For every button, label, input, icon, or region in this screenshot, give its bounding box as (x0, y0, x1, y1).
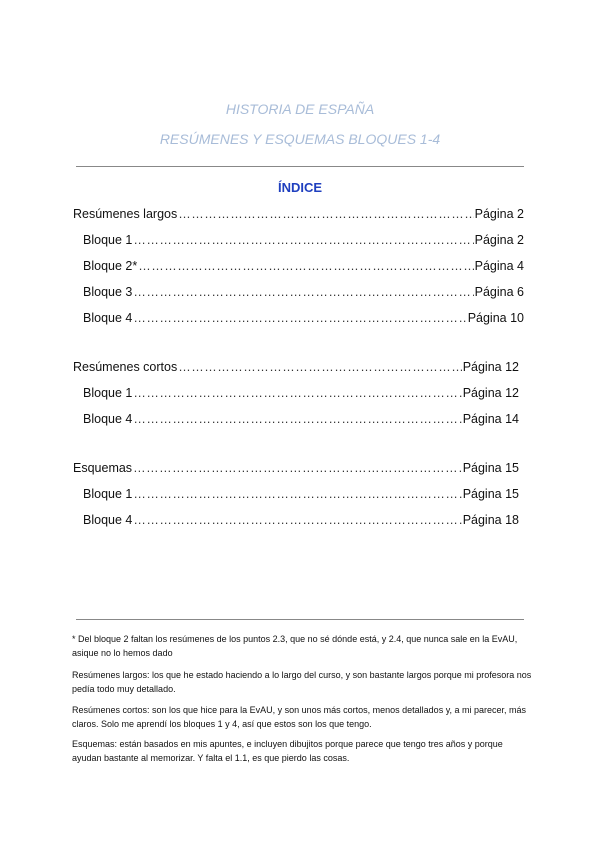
toc-entry-page: Página 2 (474, 233, 524, 247)
toc-entry-largos-bloque-3[interactable] (83, 285, 524, 299)
toc-entry-label: Bloque 1 (83, 487, 133, 501)
index-heading: ÍNDICE (277, 180, 323, 195)
toc-leader-dots (133, 412, 461, 426)
toc-entry-resumenes-cortos[interactable] (73, 360, 519, 374)
toc-entry-page: Página 12 (462, 386, 519, 400)
toc-leader-dots (133, 285, 473, 299)
toc-entry-label: Resúmenes largos (73, 207, 178, 221)
toc-entry-label: Bloque 2* (83, 259, 138, 273)
toc-entry-label: Bloque 1 (83, 386, 133, 400)
toc-entry-page: Página 10 (467, 311, 524, 325)
toc-entry-page: Página 4 (474, 259, 524, 273)
toc-leader-dots (138, 259, 473, 273)
toc-entry-cortos-bloque-4[interactable] (83, 412, 519, 426)
toc-entry-label: Bloque 4 (83, 412, 133, 426)
toc-leader-dots (133, 386, 461, 400)
toc-entry-page: Página 12 (462, 360, 519, 374)
toc-entry-label: Bloque 4 (83, 513, 133, 527)
toc-leader-dots (133, 487, 461, 501)
toc-entry-label: Resúmenes cortos (73, 360, 178, 374)
toc-entry-page: Página 15 (462, 487, 519, 501)
toc-entry-largos-bloque-4[interactable] (83, 311, 524, 325)
toc-entry-largos-bloque-2[interactable] (83, 259, 524, 273)
toc-entry-largos-bloque-1[interactable] (83, 233, 524, 247)
toc-leader-dots (133, 311, 466, 325)
note-resumenes-largos: Resúmenes largos: los que he estado haciendo a lo largo del curso, y son bastante largos porque mi profesora nos pedía todo muy detallado. (72, 670, 532, 694)
toc-entry-label: Bloque 4 (83, 311, 133, 325)
toc-entry-label: Bloque 1 (83, 233, 133, 247)
toc-entry-label: Esquemas (73, 461, 133, 475)
toc-entry-page: Página 2 (474, 207, 524, 221)
toc-entry-page: Página 14 (462, 412, 519, 426)
toc-entry-resumenes-largos[interactable] (73, 207, 524, 221)
document-title: HISTORIA DE ESPAÑA (225, 101, 375, 117)
toc-leader-dots (133, 461, 462, 475)
bottom-divider (76, 619, 524, 620)
toc-leader-dots (133, 513, 461, 527)
toc-entry-page: Página 18 (462, 513, 519, 527)
toc-entry-esquemas[interactable] (73, 461, 519, 475)
toc-entry-esquemas-bloque-4[interactable] (83, 513, 519, 527)
toc-entry-page: Página 6 (474, 285, 524, 299)
footnote-bloque-2: * Del bloque 2 faltan los resúmenes de los puntos 2.3, que no sé dónde está, y 2.4, que nunca sale en la EvAU, asique no lo hemos dado (72, 634, 518, 658)
document-subtitle: RESÚMENES Y ESQUEMAS BLOQUES 1-4 (159, 131, 441, 147)
toc-leader-dots (178, 207, 473, 221)
toc-entry-label: Bloque 3 (83, 285, 133, 299)
toc-leader-dots (178, 360, 461, 374)
note-esquemas: Esquemas: están basados en mis apuntes, e incluyen dibujitos porque parece que tengo tres años y porque ayudan bastante al memorizar. Y falta el 1.1, es que pierdo las cosas. (72, 739, 503, 763)
toc-leader-dots (133, 233, 473, 247)
note-resumenes-cortos: Resúmenes cortos: son los que hice para la EvAU, y son unos más cortos, menos detallados y, a mi parecer, más claros. Solo me aprendí los bloques 1 y 4, así que estos son los que tengo. (72, 705, 527, 729)
toc-entry-page: Página 15 (462, 461, 519, 475)
toc-entry-cortos-bloque-1[interactable] (83, 386, 519, 400)
toc-entry-esquemas-bloque-1[interactable] (83, 487, 519, 501)
